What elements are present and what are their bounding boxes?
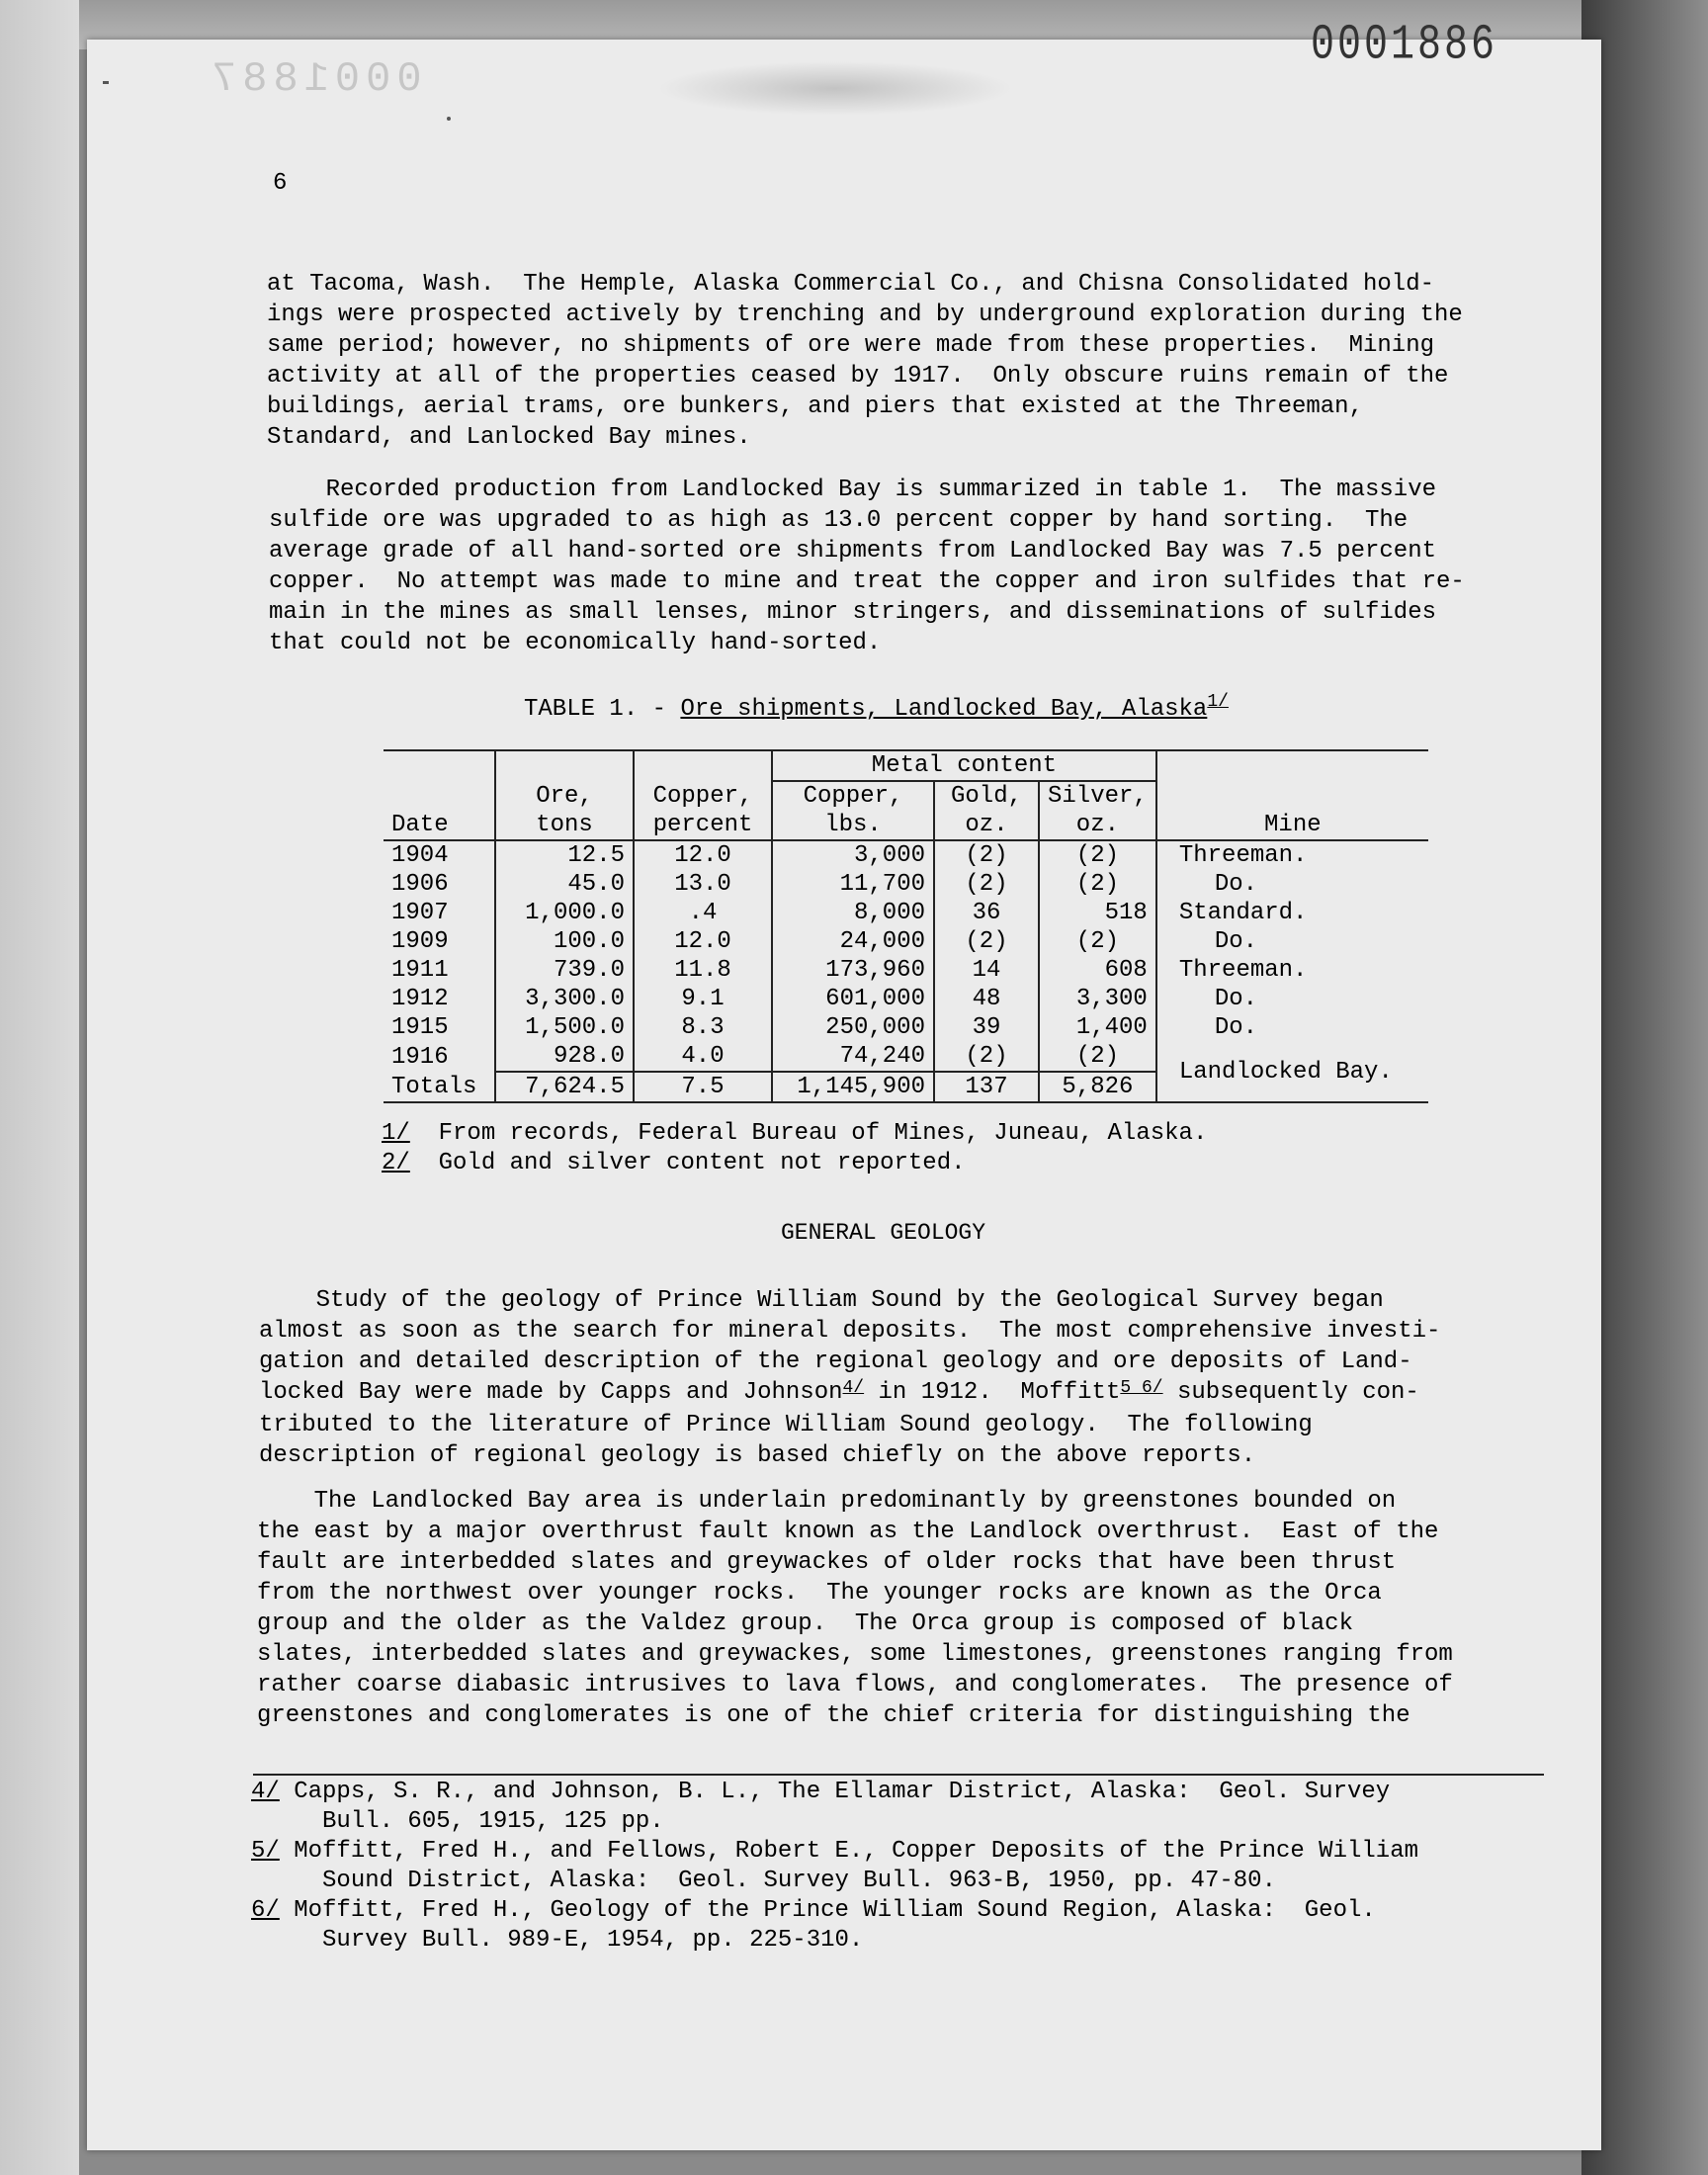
cell-mine: Do. [1214,871,1258,898]
cell-ore: 1,000.0 [495,899,634,927]
cell-gold: 39 [934,1013,1039,1042]
header-copper-percent: Copper, percent [634,750,772,840]
cell-silver: 518 [1039,899,1156,927]
scan-speck [103,81,109,84]
cell-silver: 1,400 [1039,1013,1156,1042]
text-line: description of regional geology is based chiefly on the above reports. [259,1442,1256,1469]
cell-date: 1907 [384,899,495,927]
text-line: Recorded production from Landlocked Bay is summarized in table 1. The massive [269,477,1436,503]
table-caption-footnote: 1/ [1207,692,1229,712]
scan-smudge [657,61,1013,116]
references-footnotes [251,1778,1418,1956]
cell-copper-lbs: 250,000 [772,1013,934,1042]
cell-ore: 45.0 [495,870,634,899]
ore-shipments-table [384,749,1428,1103]
table-row [384,927,1428,956]
text-line: buildings, aerial trams, ore bunkers, and piers that existed at the Threeman, [267,393,1363,420]
text-line: sulfide ore was upgraded to as high as 13.0 percent copper by hand sorting. The [269,507,1409,534]
cell-copper-percent: 12.0 [634,840,772,870]
cell-ore: 1,500.0 [495,1013,634,1042]
cell-ore: 100.0 [495,927,634,956]
text-line: main in the mines as small lenses, minor stringers, and disseminations of sulfides [269,599,1436,626]
cell-copper-percent: .4 [634,899,772,927]
cell-total-copper-percent: 7.5 [634,1072,772,1102]
cell-gold: 14 [934,956,1039,985]
reference-mark: 4/ [251,1779,280,1805]
reference-entry-continued: Bull. 605, 1915, 125 pp. [251,1808,664,1835]
cell-ore: 928.0 [495,1042,634,1072]
text-line: average grade of all hand-sorted ore shipments from Landlocked Bay was 7.5 percent [269,538,1436,565]
cell-mine: Do. [1214,1014,1258,1041]
header-mine: Mine [1264,812,1322,838]
table-row [384,840,1428,870]
cell-copper-lbs: 3,000 [772,840,934,870]
header-gold: Gold, oz. [934,781,1039,840]
text-line: fault are interbedded slates and greywackes of older rocks that have been thrust [257,1549,1397,1576]
cell-date: 1906 [384,870,495,899]
cell-totals-label: Totals [384,1072,495,1102]
cell-total-gold: 137 [934,1072,1039,1102]
cell-copper-percent: 4.0 [634,1042,772,1072]
reference-mark: 5 6/ [1120,1378,1163,1398]
section-heading: GENERAL GEOLOGY [781,1220,986,1246]
cell-copper-lbs: 74,240 [772,1042,934,1072]
table-footnote [382,1119,1207,1149]
cell-date: 1911 [384,956,495,985]
text-line: The Landlocked Bay area is underlain predominantly by greenstones bounded on [257,1488,1397,1515]
table-caption-title: Ore shipments, Landlocked Bay, Alaska [680,696,1208,723]
reference-entry: 4/ Capps, S. R., and Johnson, B. L., The Ellamar District, Alaska: Geol. Survey [251,1779,1391,1805]
cell-gold: (2) [934,1042,1039,1072]
text-line: Study of the geology of Prince William Sound by the Geological Survey began [259,1287,1384,1314]
cell-gold: 48 [934,985,1039,1013]
text-line: locked Bay were made by Capps and Johnson$^{4/}$ in 1912. Moffitt$^{5 6/}$ subsequently con- [259,1378,1419,1406]
scan-background-left [0,0,79,2175]
footnote-mark: 1/ [382,1120,410,1147]
cell-gold: (2) [934,870,1039,899]
page-number: 6 [273,170,288,197]
cell-copper-percent: 9.1 [634,985,772,1013]
cell-mine: Landlocked Bay. [1178,1058,1393,1086]
text-line: tributed to the literature of Prince William Sound geology. The following [259,1412,1313,1438]
scan-speck [447,117,451,121]
reference-mark: 5/ [251,1838,280,1865]
cell-ore: 12.5 [495,840,634,870]
cell-gold: (2) [934,927,1039,956]
paragraph-survey-history [259,1285,1544,1471]
reference-mark: 4/ [842,1378,865,1398]
table-footnote [382,1149,1207,1178]
cell-silver: (2) [1039,927,1156,956]
text-line: copper. No attempt was made to mine and treat the copper and iron sulfides that re- [269,568,1465,595]
cell-total-silver: 5,826 [1039,1072,1156,1102]
reference-mark: 6/ [251,1897,280,1924]
header-copper-lbs: Copper, lbs. [772,781,934,840]
cell-date: 1916 [384,1042,495,1072]
cell-date: 1909 [384,927,495,956]
cell-mine: Standard. [1178,900,1308,926]
text-line: rather coarse diabasic intrusives to lava flows, and conglomerates. The presence of [257,1672,1453,1698]
footnote-divider [253,1774,1544,1776]
text-line: Standard, and Lanlocked Bay mines. [267,424,751,451]
table-row [384,899,1428,927]
text-line: from the northwest over younger rocks. The younger rocks are known as the Orca [257,1580,1382,1607]
table-row [384,985,1428,1013]
cell-silver: (2) [1039,840,1156,870]
text-line: almost as soon as the search for mineral deposits. The most comprehensive investi- [259,1318,1441,1345]
table-row [384,956,1428,985]
footnote-text: From records, Federal Bureau of Mines, Juneau, Alaska. [409,1120,1208,1147]
cell-copper-lbs: 24,000 [772,927,934,956]
paragraph-production [269,475,1554,658]
cell-copper-percent: 12.0 [634,927,772,956]
cell-date: 1912 [384,985,495,1013]
cell-copper-lbs: 11,700 [772,870,934,899]
cell-copper-percent: 13.0 [634,870,772,899]
cell-silver: (2) [1039,870,1156,899]
cell-total-ore: 7,624.5 [495,1072,634,1102]
cell-total-copper-lbs: 1,145,900 [772,1072,934,1102]
table-row [384,870,1428,899]
text-line: greenstones and conglomerates is one of the chief criteria for distinguishing the [257,1702,1410,1729]
document-stamp-number: 0001886 [1311,18,1498,74]
reference-entry: 5/ Moffitt, Fred H., and Fellows, Robert E., Copper Deposits of the Prince William [251,1838,1418,1865]
table-row [384,1013,1428,1042]
text-line: activity at all of the properties ceased by 1917. Only obscure ruins remain of the [267,363,1449,390]
text-line: ings were prospected actively by trenching and by underground exploration during the [267,302,1463,328]
text-line: at Tacoma, Wash. The Hemple, Alaska Commercial Co., and Chisna Consolidated hold- [267,271,1434,298]
cell-copper-lbs: 173,960 [772,956,934,985]
reference-entry-continued: Survey Bull. 989-E, 1954, pp. 225-310. [251,1927,864,1954]
table-row [384,1042,1428,1072]
bleed-through-number: 0001887 [206,55,422,103]
cell-mine: Do. [1214,928,1258,955]
reference-entry: 6/ Moffitt, Fred H., Geology of the Prince William Sound Region, Alaska: Geol. [251,1897,1376,1924]
header-date: Date [384,750,495,840]
table-footnotes [382,1119,1207,1178]
cell-copper-percent: 8.3 [634,1013,772,1042]
paragraph-regional-geology [257,1486,1542,1731]
paragraph-history [267,269,1552,453]
header-silver: Silver, oz. [1039,781,1156,840]
cell-copper-percent: 11.8 [634,956,772,985]
text-line: that could not be economically hand-sorted. [269,630,882,656]
cell-gold: (2) [934,840,1039,870]
footnote-text: Gold and silver content not reported. [409,1150,966,1176]
table-caption-prefix: TABLE 1. - [524,696,681,723]
cell-silver: 3,300 [1039,985,1156,1013]
text-line: the east by a major overthrust fault known as the Landlock overthrust. East of the [257,1519,1439,1545]
cell-gold: 36 [934,899,1039,927]
text-line: group and the older as the Valdez group. The Orca group is composed of black [257,1610,1353,1637]
cell-mine: Threeman. [1178,957,1308,984]
table-caption [524,692,1229,723]
cell-silver: (2) [1039,1042,1156,1072]
header-ore: Ore, tons [495,750,634,840]
cell-mine: Do. [1214,986,1258,1012]
cell-date: 1915 [384,1013,495,1042]
text-line: same period; however, no shipments of ore were made from these properties. Mining [267,332,1434,359]
cell-silver: 608 [1039,956,1156,985]
cell-ore: 739.0 [495,956,634,985]
cell-copper-lbs: 601,000 [772,985,934,1013]
cell-copper-lbs: 8,000 [772,899,934,927]
cell-mine: Threeman. [1178,842,1308,869]
cell-ore: 3,300.0 [495,985,634,1013]
cell-date: 1904 [384,840,495,870]
reference-entry-continued: Sound District, Alaska: Geol. Survey Bull. 963-B, 1950, pp. 47-80. [251,1868,1276,1894]
header-metal-content: Metal content [772,750,1156,781]
text-line: gation and detailed description of the regional geology and ore deposits of Land- [259,1348,1412,1375]
text-line: slates, interbedded slates and greywackes, some limestones, greenstones ranging from [257,1641,1453,1668]
footnote-mark: 2/ [382,1150,410,1176]
